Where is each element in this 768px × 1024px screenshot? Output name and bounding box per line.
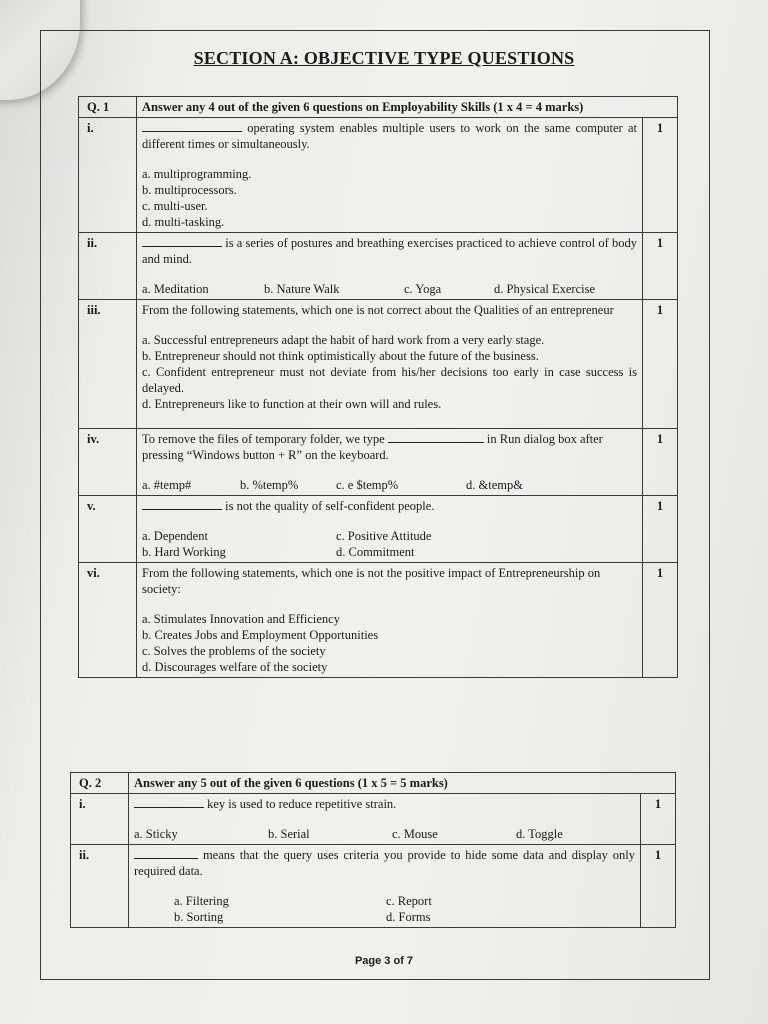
option: d. Entrepreneurs like to function at their own will and rules. [142, 397, 442, 411]
section-title: SECTION A: OBJECTIVE TYPE QUESTIONS [193, 48, 575, 68]
answer-blank [388, 442, 484, 443]
answer-blank [142, 246, 222, 247]
option-row [142, 544, 637, 560]
question-row [79, 233, 678, 300]
question-marks: 1 [643, 429, 678, 496]
option: d. Commitment [336, 545, 415, 559]
question-number: ii. [79, 233, 137, 300]
page-number: Page 3 of 7 [354, 955, 414, 967]
question-text-content: is a series of postures and breathing exercises practiced to achieve control of body and mind. [142, 236, 637, 266]
option: b. %temp% [240, 478, 299, 492]
question-marks: 1 [643, 118, 678, 233]
option: b. Creates Jobs and Employment Opportunities [142, 628, 379, 642]
answer-blank [142, 131, 242, 132]
question-row [79, 118, 678, 233]
option: a. Meditation [142, 282, 209, 296]
question-text [142, 120, 637, 152]
question-text-content: is not the quality of self-confident people. [225, 499, 435, 513]
question-row [79, 563, 678, 678]
question-number: i. [71, 794, 129, 845]
question-text: From the following statements, which one is not correct about the Qualities of an entrepreneur [142, 303, 614, 317]
option: b. Nature Walk [264, 282, 340, 296]
question-number: ii. [71, 845, 129, 928]
option-row [142, 528, 637, 544]
question-marks: 1 [643, 300, 678, 429]
option: c. Confident entrepreneur must not deviate from his/her decisions too early in case success is delayed. [142, 365, 637, 395]
question-number: v. [79, 496, 137, 563]
question-marks: 1 [643, 496, 678, 563]
option: d. Forms [386, 910, 431, 924]
question-marks: 1 [641, 845, 676, 928]
question-marks: 1 [643, 233, 678, 300]
question-text: From the following statements, which one is not the positive impact of Entrepreneurship on society: [142, 566, 601, 596]
option-row [134, 909, 635, 925]
question-body [137, 429, 643, 496]
question-body [129, 845, 641, 928]
question-text [142, 235, 637, 267]
question-number: iii. [79, 300, 137, 429]
q1-table [78, 96, 678, 678]
option: d. &temp& [466, 478, 523, 492]
option: c. Yoga [404, 282, 442, 296]
option: a. multiprogramming. [142, 167, 252, 181]
option-row [134, 826, 635, 842]
question-row [79, 300, 678, 429]
q1-instructions: Answer any 4 out of the given 6 questions on Employability Skills (1 x 4 = 4 marks) [137, 97, 678, 118]
option: a. #temp# [142, 478, 192, 492]
question-number: vi. [79, 563, 137, 678]
question-text-content: To remove the files of temporary folder, we type [142, 432, 385, 446]
option-row [142, 477, 637, 493]
option: c. Positive Attitude [336, 529, 432, 543]
question-text-content: means that the query uses criteria you provide to hide some data and display only required data. [134, 848, 636, 878]
q2-instructions: Answer any 5 out of the given 6 questions (1 x 5 = 5 marks) [129, 773, 676, 794]
option: c. e $temp% [336, 478, 399, 492]
question-body [129, 794, 641, 845]
option: a. Successful entrepreneurs adapt the habit of hard work from a very early stage. [142, 333, 545, 347]
q2-number: Q. 2 [71, 773, 129, 794]
question-text [134, 796, 635, 812]
option: b. multiprocessors. [142, 183, 237, 197]
option: b. Hard Working [142, 545, 226, 559]
question-body [137, 496, 643, 563]
answer-blank [134, 858, 198, 859]
option: c. Report [386, 894, 432, 908]
question-row [79, 429, 678, 496]
answer-blank [142, 509, 222, 510]
option: c. Mouse [392, 827, 438, 841]
question-row [71, 845, 676, 928]
question-row [79, 496, 678, 563]
option: b. Sorting [174, 910, 224, 924]
option-row [134, 893, 635, 909]
option: a. Dependent [142, 529, 208, 543]
q2-table [70, 772, 676, 928]
question-body [137, 233, 643, 300]
option: c. Solves the problems of the society [142, 644, 326, 658]
option: a. Stimulates Innovation and Efficiency [142, 612, 340, 626]
question-body [137, 118, 643, 233]
question-text-content: in Run dialog box after pressing “Windows button + R” on the keyboard. [142, 432, 603, 462]
question-marks: 1 [643, 563, 678, 678]
q2-heading-row [71, 773, 676, 794]
option: d. Toggle [516, 827, 563, 841]
option: c. multi-user. [142, 199, 208, 213]
q1-number: Q. 1 [79, 97, 137, 118]
question-text [142, 498, 637, 514]
question-body [137, 563, 643, 678]
question-text [142, 431, 637, 463]
question-number: iv. [79, 429, 137, 496]
question-number: i. [79, 118, 137, 233]
option: a. Sticky [134, 827, 178, 841]
option: d. multi-tasking. [142, 215, 225, 229]
option: b. Serial [268, 827, 310, 841]
option: a. Filtering [174, 894, 229, 908]
option: d. Physical Exercise [494, 282, 596, 296]
question-body [137, 300, 643, 429]
q1-heading-row [79, 97, 678, 118]
option: d. Discourages welfare of the society [142, 660, 328, 674]
question-row [71, 794, 676, 845]
question-text-content: key is used to reduce repetitive strain. [207, 797, 397, 811]
question-text-content: operating system enables multiple users to work on the same computer at different times or simultaneously. [142, 121, 637, 151]
question-text [134, 847, 635, 879]
option-row [142, 281, 637, 297]
question-marks: 1 [641, 794, 676, 845]
option: b. Entrepreneur should not think optimistically about the future of the business. [142, 349, 539, 363]
answer-blank [134, 807, 204, 808]
